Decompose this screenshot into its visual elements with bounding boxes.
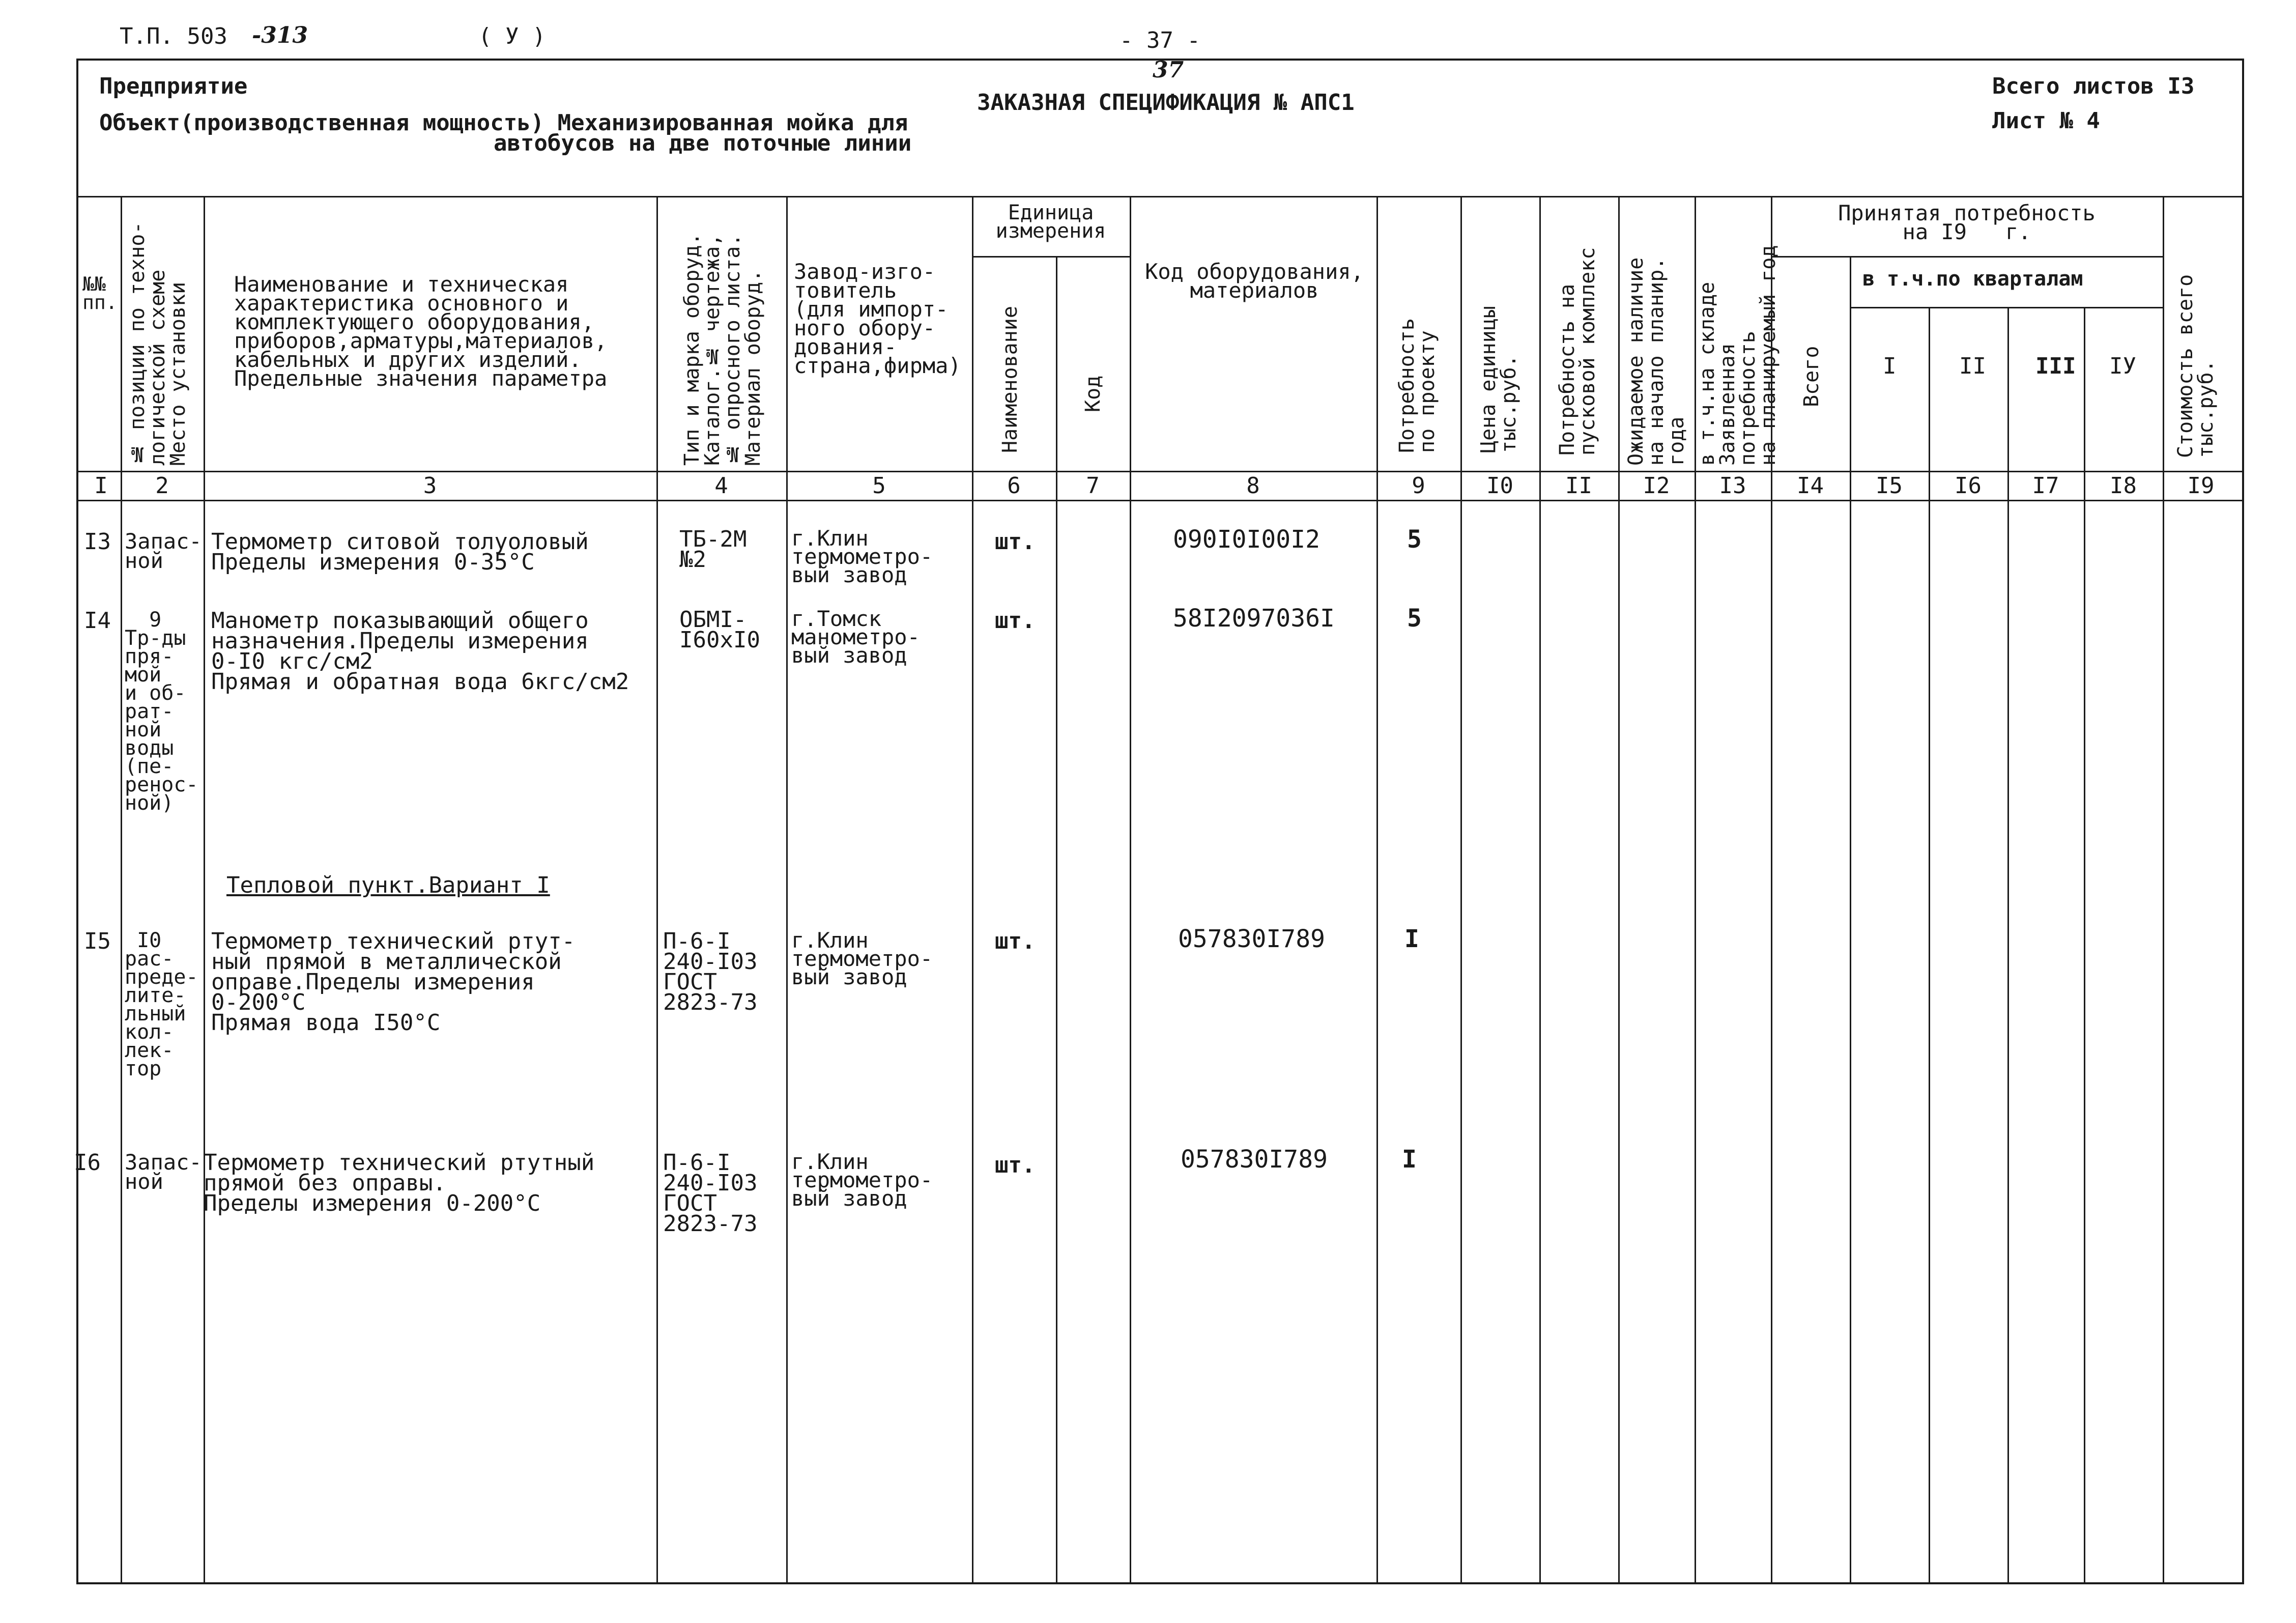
col-header-q4: IУ xyxy=(2109,353,2136,379)
col-line xyxy=(972,196,973,1584)
col-header-unit-code: Код xyxy=(1081,375,1105,412)
col-line xyxy=(1376,196,1378,1584)
column-number: I9 xyxy=(2187,473,2215,499)
col-header-startup-need: Потребность на пусковой комплекс xyxy=(1556,247,1599,455)
col-line xyxy=(1929,307,1930,1584)
column-number: I7 xyxy=(2032,473,2059,499)
doc-mark: ( У ) xyxy=(478,23,546,49)
row-maker: г.Томск манометро- вый завод xyxy=(791,606,920,668)
row-number: I6 xyxy=(74,1150,101,1176)
row-equipment-code: 58I2097036I xyxy=(1173,604,1335,633)
col-header-q2: II xyxy=(1959,353,1986,379)
spec-title: ЗАКАЗНАЯ СПЕЦИФИКАЦИЯ № АПС1 xyxy=(977,90,1355,116)
accepted-group-rule xyxy=(1771,256,2163,258)
column-number: I xyxy=(94,473,108,499)
row-position: Запас- ной xyxy=(125,1150,202,1194)
col-header-maker: Завод-изго- товитель (для импорт- ного обору- дования- страна,фирма) xyxy=(794,259,961,378)
row-qty-project: 5 xyxy=(1407,525,1422,554)
column-number: I6 xyxy=(1955,473,1982,499)
column-number: 7 xyxy=(1086,473,1100,499)
col-header-declared-need: в т.ч.на складе Заявленная потребность на планируемый год xyxy=(1696,245,1780,466)
row-number: I5 xyxy=(84,928,111,954)
row-type: П-6-I 240-I03 ГОСТ 2823-73 xyxy=(663,928,758,1015)
row-type: ОБМI- I60хI0 xyxy=(679,607,760,653)
column-number: I4 xyxy=(1797,473,1824,499)
column-number: 3 xyxy=(423,473,437,499)
col-line xyxy=(1618,196,1620,1584)
column-number: I0 xyxy=(1486,473,1513,499)
total-sheets: Всего листов I3 xyxy=(1992,73,2195,99)
row-qty-project: I xyxy=(1402,1145,1417,1174)
column-number: 9 xyxy=(1412,473,1425,499)
col-header-expected-stock: Ожидаемое наличие на начало планир. года xyxy=(1624,257,1688,466)
enterprise-label: Предприятие xyxy=(99,73,248,99)
doc-code: Т.П. 503 xyxy=(120,23,227,49)
quarters-rule xyxy=(1850,307,2163,308)
row-item-name: Термометр технический ртут- ный прямой в металлической оправе.Пределы измерения 0-200°С Прямая вода I50°С xyxy=(211,928,576,1036)
row-maker: г.Клин термометро- вый завод xyxy=(791,526,933,587)
row-equipment-code: 057830I789 xyxy=(1181,1145,1328,1174)
col-line xyxy=(656,196,658,1584)
column-number: I3 xyxy=(1719,473,1746,499)
section-title: Тепловой пункт.Вариант I xyxy=(226,872,550,898)
header-top-rule xyxy=(76,196,2244,197)
col-header-q3: III xyxy=(2035,353,2076,379)
row-maker: г.Клин термометро- вый завод xyxy=(791,1149,933,1211)
row-number: I3 xyxy=(84,529,111,555)
row-item-name: Термометр технический ртутный прямой без оправы. Пределы измерения 0-200°С xyxy=(204,1150,595,1216)
col-header-need-project: Потребность по проекту xyxy=(1395,318,1439,453)
row-position: Запас- ной xyxy=(125,529,202,573)
page-number-handwritten: 37 xyxy=(1153,57,1184,83)
column-number: I8 xyxy=(2110,473,2137,499)
col-header-unit-group: Единица измерения xyxy=(995,201,1106,243)
column-number: II xyxy=(1565,473,1592,499)
row-type: П-6-I 240-I03 ГОСТ 2823-73 xyxy=(663,1150,758,1237)
col-line xyxy=(786,196,788,1584)
row-equipment-code: 057830I789 xyxy=(1178,925,1325,953)
row-type: ТБ-2М №2 xyxy=(679,526,747,573)
col-header-num: №№ пп. xyxy=(82,273,118,314)
col-line xyxy=(121,196,122,1584)
row-unit: шт. xyxy=(995,529,1036,555)
row-unit: шт. xyxy=(995,928,1036,954)
unit-group-rule xyxy=(972,256,1130,258)
row-item-name: Манометр показывающий общего назначения.Пределы измерения 0-I0 кгс/см2 Прямая и обратная вода 6кгс/см2 xyxy=(211,608,629,695)
col-line xyxy=(204,196,205,1584)
row-maker: г.Клин термометро- вый завод xyxy=(791,928,933,989)
col-header-unit-name: Наименование xyxy=(998,306,1022,453)
col-header-equipment-code: Код оборудования, материалов xyxy=(1145,259,1364,303)
row-qty-project: I xyxy=(1404,925,1419,953)
column-number-top-rule xyxy=(76,471,2244,472)
col-header-accepted-group: Принятая потребность на I9 г. xyxy=(1838,201,2096,244)
col-header-position: № позиции по техно- логической схеме Место установки xyxy=(126,221,190,466)
column-number: I2 xyxy=(1643,473,1670,499)
sheet-number: Лист № 4 xyxy=(1992,108,2100,134)
doc-code-suffix: -313 xyxy=(252,22,308,48)
col-header-quarters: в т.ч.по кварталам xyxy=(1862,267,2083,291)
col-header-unit-price: Цена единицы тыс.руб. xyxy=(1477,306,1520,453)
row-qty-project: 5 xyxy=(1407,604,1422,633)
column-number: 5 xyxy=(872,473,886,499)
page-number: - 37 - xyxy=(1120,27,1200,53)
row-unit: шт. xyxy=(995,608,1036,634)
column-number: 4 xyxy=(714,473,728,499)
col-header-total: Всего xyxy=(1800,346,1823,407)
row-equipment-code: 090I0I00I2 xyxy=(1173,525,1320,554)
column-number-bottom-rule xyxy=(76,500,2244,501)
row-unit: шт. xyxy=(995,1152,1036,1178)
column-number: 6 xyxy=(1007,473,1021,499)
object-line-2: автобусов на две поточные линии xyxy=(494,130,912,156)
col-line xyxy=(1850,256,1851,1584)
row-item-name: Термометр ситовой толуоловый Пределы измерения 0-35°С xyxy=(211,529,589,575)
object-line-1: Объект(производственная мощность) Механизированная мойка для xyxy=(99,110,908,136)
col-header-total-cost: Стоимость всего тыс.руб. xyxy=(2174,274,2218,458)
column-number: 2 xyxy=(155,473,169,499)
col-line xyxy=(1539,196,1541,1584)
row-number: I4 xyxy=(84,608,111,634)
row-position: 9 Тр-ды пря- мой и об- рат- ной воды (пе- ренос- ной) xyxy=(125,608,198,815)
column-number: I5 xyxy=(1876,473,1903,499)
row-position: I0 рас- преде- лите- льный кол- лек- тор xyxy=(125,929,198,1080)
col-line xyxy=(1460,196,1462,1584)
col-line xyxy=(1130,196,1131,1584)
col-header-q1: I xyxy=(1883,353,1897,379)
col-line xyxy=(2163,196,2164,1584)
col-header-name: Наименование и техническая характеристика основного и комплектующего оборудования, приборов,арматуры,материалов, кабельных и других изделий. Предельные значения параметра xyxy=(234,272,608,391)
col-line xyxy=(2084,307,2085,1584)
col-line xyxy=(1056,256,1057,1584)
column-number: 8 xyxy=(1246,473,1260,499)
col-header-type: Тип и марка оборуд. Каталог.№ чертежа, № опросного листа. Материал оборуд. xyxy=(680,233,765,466)
col-line xyxy=(2007,307,2009,1584)
